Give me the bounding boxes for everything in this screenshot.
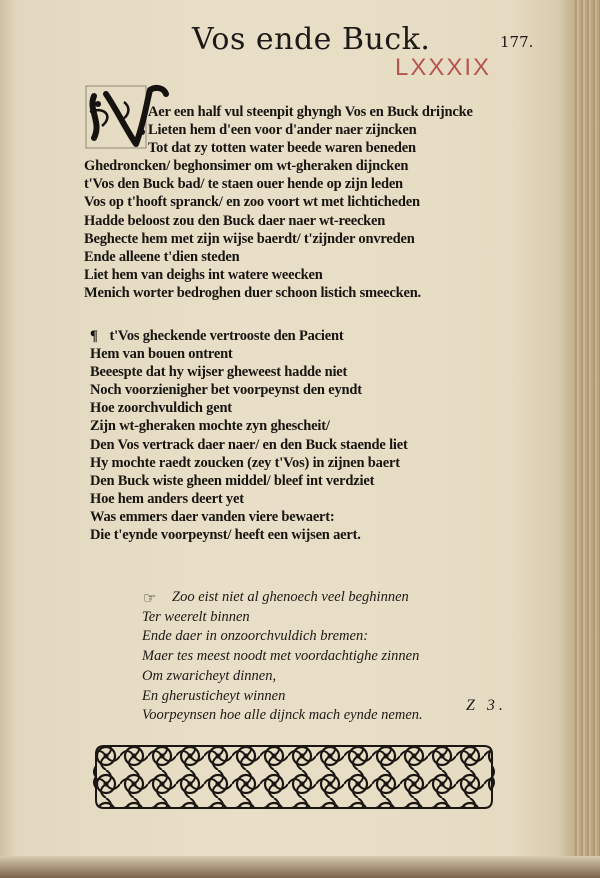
stanza-line: Tot dat zy totten water beede waren beneden bbox=[148, 140, 416, 157]
stanza-line: Den Buck wiste gheen middel/ bleef int verdziet bbox=[90, 472, 375, 489]
stanza-line: Hoe hem anders deert yet bbox=[90, 490, 244, 507]
stanza-line: Lieten hem d'een voor d'ander naer zijncken bbox=[148, 122, 417, 139]
stanza-line: Liet hem van deighs int watere weecken bbox=[84, 266, 323, 283]
stanza-line: ¶ t'Vos gheckende vertrooste den Pacient bbox=[90, 328, 344, 344]
stanza-line: Noch voorzienigher bet voorpeynst den eyndt bbox=[90, 382, 362, 399]
stanza-line: Ende alleene t'dien steden bbox=[84, 248, 240, 265]
stanza-line: Beghecte hem met zijn wijse baerdt/ t'zijnder onvreden bbox=[84, 230, 415, 247]
page-title: Vos ende Buck. bbox=[192, 22, 431, 57]
stanza-line: Menich worter bedroghen duer schoon listich smeecken. bbox=[84, 284, 421, 301]
stanza-line: Hoe zoorchvuldich gent bbox=[90, 400, 232, 417]
verse-line: Voorpeynsen hoe alle dijnck mach eynde nemen. bbox=[142, 707, 423, 724]
stanza-line: Vos op t'hooft spranck/ en zoo voort wt met lichticheden bbox=[84, 194, 420, 211]
verse-line: En gherusticheyt winnen bbox=[142, 687, 286, 704]
stanza-line: t'Vos den Buck bad/ te staen ouer hende op zijn leden bbox=[84, 176, 403, 193]
binding-bottom bbox=[0, 856, 600, 878]
pointing-hand-icon: ☞ bbox=[143, 589, 157, 607]
ornament-band-icon bbox=[92, 742, 496, 812]
stanza-line: Den Vos vertrack daer naer/ en den Buck staende liet bbox=[90, 436, 408, 453]
pilcrow-icon: ¶ bbox=[90, 328, 98, 344]
verse-line: Ende daer in onzoorchvuldich bremen: bbox=[142, 628, 369, 645]
stanza-1 bbox=[84, 103, 473, 302]
handwritten-numeral: LXXXIX bbox=[395, 54, 492, 81]
stanza-line: Zijn wt-gheraken mochte zyn ghescheit/ bbox=[90, 418, 330, 435]
page-edges bbox=[574, 0, 600, 878]
stanza-line: Hadde beloost zou den Buck daer naer wt-reecken bbox=[84, 212, 386, 229]
stanza-line: Beeespte dat hy wijser gheweest hadde niet bbox=[90, 364, 348, 381]
stanza-line: Hem van bouen ontrent bbox=[90, 346, 233, 363]
stanza-line: Ghedroncken/ beghonsimer om wt-gheraken dijncken bbox=[84, 158, 409, 175]
stanza-line: Was emmers daer vanden viere bewaert: bbox=[90, 508, 335, 525]
stanza-2 bbox=[90, 327, 408, 544]
verse-line: Zoo eist niet al ghenoech veel beghinnen bbox=[172, 589, 409, 605]
verse-line: Om zwaricheyt dinnen, bbox=[142, 667, 277, 684]
stanza-line: Hy mochte raedt zoucken (zey t'Vos) in zijnen baert bbox=[90, 454, 400, 471]
moral-verse bbox=[142, 588, 423, 726]
page-number: 177. bbox=[500, 33, 534, 51]
signature-mark: Z 3. bbox=[466, 697, 507, 714]
stanza-line: Aer een half vul steenpit ghyngh Vos en Buck drijncke bbox=[148, 104, 473, 120]
stanza-line: Die t'eynde voorpeynst/ heeft een wijsen aert. bbox=[90, 527, 361, 544]
verse-line: Maer tes meest noodt met voordachtighe zinnen bbox=[142, 648, 420, 665]
verse-line: Ter weerelt binnen bbox=[142, 608, 250, 625]
